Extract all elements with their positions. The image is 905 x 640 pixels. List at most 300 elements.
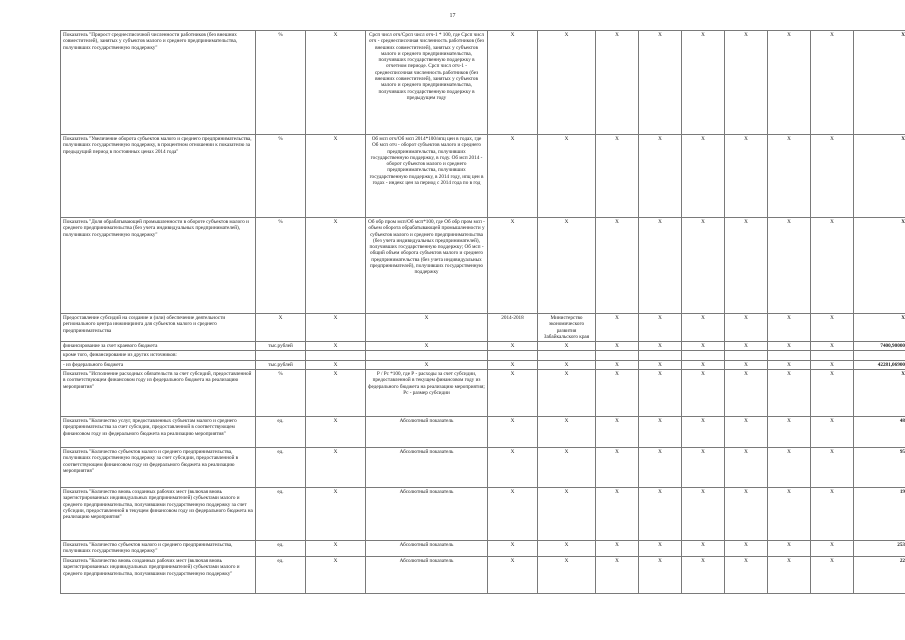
value-cell-4	[725, 314, 768, 342]
value-5: Х	[787, 361, 791, 368]
value-4: Х	[744, 315, 748, 321]
value-cell-2	[639, 541, 682, 557]
formula: Срсп числ отч/Срсп числ отч-1 * 100, где Срсп числ отч - среднесписочная численность работников (без внешних совместителей), занятых у субъектов малого и среднего предпринимательства, получивших государственную поддержку в отчетном периоде. Срсп числ отч-1 - среднесписочная численность работников (без внешних совместителей), занятых у субъектов малого и среднего предпринимательства, получивших государственную поддержку в предыдущем году	[369, 32, 484, 101]
table-row	[61, 448, 905, 488]
total-cell	[854, 314, 905, 342]
executor: Х	[564, 136, 569, 142]
value-cell-1	[596, 541, 639, 557]
value-cell-3	[682, 218, 725, 314]
total-value: Х	[901, 136, 905, 142]
total-value: 42281,06900	[877, 361, 905, 368]
value-4: Х	[744, 558, 748, 565]
period: Х	[510, 542, 515, 549]
period: Х	[510, 371, 515, 378]
value-4: Х	[744, 489, 748, 496]
value-3: Х	[701, 558, 705, 565]
period-cell	[488, 31, 538, 135]
column-3-cell	[306, 360, 366, 369]
indicator-name: - из федерального бюджета	[63, 361, 124, 368]
table-row	[61, 351, 905, 360]
executor: Х	[564, 32, 569, 38]
unit: ед.	[277, 489, 284, 496]
formula-cell	[366, 557, 488, 594]
indicator-name-cell	[61, 541, 256, 557]
value-cell-1	[596, 218, 639, 314]
value-cell-2	[639, 135, 682, 218]
value-1: Х	[615, 219, 619, 225]
unit-cell	[256, 218, 306, 314]
value-cell-5	[768, 448, 811, 488]
executor-cell	[538, 342, 596, 351]
value-3: Х	[701, 361, 705, 368]
value-cell-3	[682, 351, 725, 360]
value-cell-5	[768, 351, 811, 360]
value-4: Х	[744, 449, 748, 456]
value-5: Х	[787, 32, 791, 38]
executor: Х	[564, 219, 569, 225]
column-3-value: Х	[333, 371, 338, 378]
period-cell	[488, 314, 538, 342]
column-3-cell	[306, 31, 366, 135]
value-2: Х	[658, 32, 662, 38]
value-cell-5	[768, 370, 811, 417]
value-4: Х	[744, 361, 748, 368]
table-row	[61, 370, 905, 417]
formula: Абсолютный показатель	[399, 418, 454, 425]
value-cell-2	[639, 370, 682, 417]
value-cell-4	[725, 135, 768, 218]
total-cell	[854, 488, 905, 541]
indicator-name: Показатель "Увеличение оборота субъектов малого и среднего предпринимательства, получивших государственную поддержку, в процентном отношении к показателю за предыдущий период в постоянных ценах 2014 года"	[63, 136, 252, 155]
value-cell-2	[639, 314, 682, 342]
value-4: Х	[744, 136, 748, 142]
value-cell-6	[811, 541, 854, 557]
value-cell-6	[811, 342, 854, 351]
unit: %	[278, 371, 283, 378]
column-3-cell	[306, 448, 366, 488]
unit: ед.	[277, 558, 284, 565]
total-cell	[854, 448, 905, 488]
value-6: Х	[830, 32, 834, 38]
value-cell-4	[725, 488, 768, 541]
period: Х	[510, 558, 515, 565]
formula: Об обр пром мсп/Об мсп*100, где Об обр пром мсп - объем оборота обрабатывающей промышленности у субъектов малого и среднего предпринимательства (без учета индивидуальных предпринимателей), получивших государственную поддержку; Об мсп - общий объем оборота субъектов малого и среднего предпринимательства (без учета индивидуальных предпринимателей), получивших государственную поддержку	[368, 219, 485, 276]
column-3-value: Х	[333, 489, 338, 496]
value-1: Х	[615, 542, 619, 549]
column-3-value: Х	[333, 219, 338, 225]
value-6: Х	[830, 315, 834, 321]
column-3-cell	[306, 342, 366, 351]
unit: ед.	[277, 418, 284, 425]
value-2: Х	[658, 489, 662, 496]
period: Х	[510, 418, 515, 425]
indicator-name-cell	[61, 417, 256, 448]
total-value: 95	[899, 449, 905, 456]
formula: Об мсп отч/Об мсп 2014*100/ипц цен в годах, где Об мсп отч - оборот субъектов малого и среднего предпринимательства, получивших государственную поддержку, в году. Об мсп 2014 - оборот субъектов малого и среднего предпринимательства, получивших государственную поддержку, в 2014 году, ипц цен в годах - индекс цен за период с 2014 года по в год	[369, 136, 484, 187]
formula: Х	[424, 315, 429, 321]
executor-cell	[538, 370, 596, 417]
value-cell-3	[682, 370, 725, 417]
value-5: Х	[787, 315, 791, 321]
executor: Х	[564, 449, 569, 456]
column-3-value: Х	[333, 343, 338, 350]
value-6: Х	[830, 371, 834, 378]
indicator-name-cell	[61, 135, 256, 218]
value-cell-4	[725, 360, 768, 369]
total-cell	[854, 360, 905, 369]
value-6: Х	[830, 343, 834, 350]
executor: Х	[564, 489, 569, 496]
value-2: Х	[658, 361, 662, 368]
value-3: Х	[701, 449, 705, 456]
executor-cell	[538, 448, 596, 488]
period: Х	[510, 449, 515, 456]
executor: Х	[564, 371, 569, 378]
total-cell	[854, 135, 905, 218]
value-cell-3	[682, 360, 725, 369]
total-value: Х	[901, 315, 905, 321]
executor: Х	[564, 361, 569, 368]
indicator-name-cell	[61, 488, 256, 541]
value-4: Х	[744, 32, 748, 38]
indicator-name-cell	[61, 557, 256, 594]
formula-cell	[366, 360, 488, 369]
value-cell-1	[596, 351, 639, 360]
executor-cell	[538, 417, 596, 448]
value-1: Х	[615, 558, 619, 565]
value-3: Х	[701, 32, 705, 38]
formula: Х	[424, 343, 429, 350]
value-5: Х	[787, 219, 791, 225]
indicator-name: Показатель "Количество услуг, предоставленных субъектам малого и среднего предпринимательства за счет субсидии, предоставленной в соответствующем финансовом году из федерального бюджета на реализацию мероприятия"	[63, 418, 237, 437]
period: Х	[510, 361, 515, 368]
value-cell-1	[596, 135, 639, 218]
column-3-value: Х	[333, 418, 338, 425]
column-3-value: Х	[333, 136, 338, 142]
value-cell-1	[596, 488, 639, 541]
value-cell-1	[596, 448, 639, 488]
table-row	[61, 342, 905, 351]
formula: Абсолютный показатель	[399, 489, 454, 496]
indicator-name: Показатель "Количество субъектов малого и среднего предпринимательства, получивших государственную поддержку"	[63, 542, 233, 555]
value-6: Х	[830, 136, 834, 142]
value-1: Х	[615, 371, 619, 378]
value-6: Х	[830, 449, 834, 456]
value-6: Х	[830, 489, 834, 496]
indicator-name-cell	[61, 218, 256, 314]
value-1: Х	[615, 136, 619, 142]
formula-cell	[366, 342, 488, 351]
value-5: Х	[787, 449, 791, 456]
period-cell	[488, 360, 538, 369]
value-cell-6	[811, 417, 854, 448]
formula-cell	[366, 135, 488, 218]
value-cell-4	[725, 342, 768, 351]
total-value: Х	[901, 219, 905, 225]
value-4: Х	[744, 418, 748, 425]
value-cell-3	[682, 135, 725, 218]
indicator-name: Показатель "Исполнение расходных обязательств за счет субсидий, предоставленной в соответствующем финансовом году из федерального бюджета на реализацию мероприятия"	[63, 371, 252, 390]
value-3: Х	[701, 542, 705, 549]
indicator-name: Показатель "Количество вновь созданных рабочих мест (включая вновь зарегистрированных индивидуальных предпринимателей) субъектами малого и среднего предпринимательства, получившими государственную поддержку"	[63, 558, 240, 577]
value-cell-4	[725, 417, 768, 448]
total-cell	[854, 218, 905, 314]
column-3-value: Х	[333, 558, 338, 565]
value-cell-1	[596, 360, 639, 369]
total-cell	[854, 417, 905, 448]
value-cell-3	[682, 488, 725, 541]
executor-cell	[538, 218, 596, 314]
formula-cell	[366, 314, 488, 342]
period: Х	[510, 219, 515, 225]
value-5: Х	[787, 136, 791, 142]
value-2: Х	[658, 343, 662, 350]
value-cell-4	[725, 541, 768, 557]
value-6: Х	[830, 542, 834, 549]
column-3-value: Х	[333, 32, 338, 38]
value-6: Х	[830, 219, 834, 225]
value-cell-2	[639, 448, 682, 488]
executor-cell	[538, 541, 596, 557]
unit: %	[278, 32, 283, 38]
value-cell-6	[811, 218, 854, 314]
value-3: Х	[701, 418, 705, 425]
value-2: Х	[658, 558, 662, 565]
executor-cell	[538, 314, 596, 342]
column-3-value: Х	[333, 542, 338, 549]
value-1: Х	[615, 361, 619, 368]
value-cell-4	[725, 557, 768, 594]
value-cell-4	[725, 448, 768, 488]
value-cell-2	[639, 360, 682, 369]
table-row	[61, 488, 905, 541]
unit-cell	[256, 360, 306, 369]
indicator-name: кроме того, финансирование из других источников:	[63, 352, 177, 359]
value-2: Х	[658, 371, 662, 378]
formula: Абсолютный показатель	[399, 542, 454, 549]
total-value: 22	[899, 558, 905, 565]
executor-cell	[538, 360, 596, 369]
unit: ед.	[277, 542, 284, 549]
table-row	[61, 557, 905, 594]
value-cell-4	[725, 31, 768, 135]
value-1: Х	[615, 489, 619, 496]
value-cell-5	[768, 360, 811, 369]
table-row	[61, 360, 905, 369]
value-3: Х	[701, 219, 705, 225]
value-cell-6	[811, 488, 854, 541]
total-cell	[854, 342, 905, 351]
period-cell	[488, 135, 538, 218]
value-cell-3	[682, 342, 725, 351]
column-3-value: Х	[333, 361, 338, 368]
column-3-cell	[306, 488, 366, 541]
value-4: Х	[744, 343, 748, 350]
value-3: Х	[701, 136, 705, 142]
formula: Абсолютный показатель	[399, 449, 454, 456]
unit-cell	[256, 448, 306, 488]
column-3-cell	[306, 370, 366, 417]
unit-cell	[256, 342, 306, 351]
value-4: Х	[744, 219, 748, 225]
total-value: Х	[901, 371, 905, 378]
value-5: Х	[787, 489, 791, 496]
value-cell-6	[811, 370, 854, 417]
value-1: Х	[615, 418, 619, 425]
value-3: Х	[701, 371, 705, 378]
executor: Министерство экономического развития Забайкальского края	[543, 315, 590, 340]
column-3-cell	[306, 557, 366, 594]
total-value: Х	[901, 32, 905, 38]
value-cell-5	[768, 135, 811, 218]
unit: %	[278, 219, 283, 225]
value-1: Х	[615, 449, 619, 456]
formula-cell	[366, 351, 488, 360]
unit-cell	[256, 557, 306, 594]
value-cell-6	[811, 557, 854, 594]
formula-cell	[366, 31, 488, 135]
value-cell-5	[768, 31, 811, 135]
unit: тыс.рублей	[268, 343, 293, 350]
value-cell-5	[768, 218, 811, 314]
indicator-name: Предоставление субсидий на создание и (или) обеспечение деятельности регионального центра инжиниринга для субъектов малого и среднего предпринимательства	[63, 315, 226, 334]
column-3-cell	[306, 541, 366, 557]
indicator-name-cell	[61, 31, 256, 135]
total-cell	[854, 370, 905, 417]
table-row	[61, 417, 905, 448]
value-cell-5	[768, 557, 811, 594]
value-cell-2	[639, 557, 682, 594]
indicator-name: Показатель "Доля обрабатывающей промышленности в обороте субъектов малого и среднего предпринимательства (без учета индивидуальных предпринимателей), получивших государственную поддержку"	[63, 219, 249, 238]
value-cell-2	[639, 417, 682, 448]
total-cell	[854, 31, 905, 135]
period: Х	[510, 32, 515, 38]
value-6: Х	[830, 361, 834, 368]
period-cell	[488, 218, 538, 314]
value-cell-1	[596, 342, 639, 351]
value-4: Х	[744, 371, 748, 378]
value-cell-2	[639, 31, 682, 135]
value-cell-1	[596, 557, 639, 594]
value-2: Х	[658, 219, 662, 225]
total-value: 253	[897, 542, 905, 549]
formula-cell	[366, 370, 488, 417]
value-1: Х	[615, 315, 619, 321]
table-row	[61, 218, 905, 314]
executor-cell	[538, 351, 596, 360]
executor: Х	[564, 542, 569, 549]
value-cell-1	[596, 417, 639, 448]
period-cell	[488, 370, 538, 417]
indicator-name: финансирование за счет краевого бюджета	[63, 343, 158, 350]
value-cell-3	[682, 314, 725, 342]
table-row	[61, 31, 905, 135]
total-cell	[854, 351, 905, 360]
value-cell-5	[768, 417, 811, 448]
table-row	[61, 541, 905, 557]
executor-cell	[538, 31, 596, 135]
period-cell	[488, 541, 538, 557]
period-cell	[488, 557, 538, 594]
period: 2014-2018	[501, 315, 524, 321]
indicator-name: Показатель "Количество субъектов малого и среднего предпринимательства, получивших государственную поддержку за счет субсидии, предоставленной в соответствующем финансовом году из федерального бюджета на реализацию мероприятия"	[63, 449, 239, 474]
unit-cell	[256, 351, 306, 360]
value-cell-6	[811, 135, 854, 218]
value-2: Х	[658, 449, 662, 456]
period: Х	[510, 343, 515, 350]
column-3-value: Х	[333, 315, 338, 321]
value-cell-1	[596, 31, 639, 135]
formula-cell	[366, 218, 488, 314]
period-cell	[488, 417, 538, 448]
unit: %	[278, 136, 283, 142]
formula-cell	[366, 417, 488, 448]
indicator-name-cell	[61, 314, 256, 342]
value-cell-2	[639, 342, 682, 351]
table-row	[61, 135, 905, 218]
page-number: 17	[449, 13, 456, 19]
unit-cell	[256, 314, 306, 342]
value-cell-2	[639, 218, 682, 314]
executor: Х	[564, 418, 569, 425]
value-cell-4	[725, 351, 768, 360]
total-value: 48	[899, 418, 905, 425]
formula: Р / Рс *100, где Р - расходы за счет субсидии, предоставленной в текущем финансовом году из федерального бюджета на реализацию мероприятия; Рс - размер субсидии	[368, 371, 485, 396]
total-value: 19	[899, 489, 905, 496]
executor: Х	[564, 558, 569, 565]
column-3-cell	[306, 135, 366, 218]
value-cell-6	[811, 31, 854, 135]
value-3: Х	[701, 315, 705, 321]
column-3-cell	[306, 417, 366, 448]
unit: тыс.рублей	[268, 361, 293, 368]
unit-cell	[256, 370, 306, 417]
value-6: Х	[830, 558, 834, 565]
program-table	[60, 30, 905, 594]
formula-cell	[366, 448, 488, 488]
value-cell-5	[768, 541, 811, 557]
indicator-name: Показатель "Прирост среднесписочной численности работников (без внешних совместителей), занятых у субъектов малого и среднего предпринимательства, получивших государственную поддержку"	[63, 32, 238, 51]
unit: ед.	[277, 449, 284, 456]
value-5: Х	[787, 418, 791, 425]
column-3-cell	[306, 314, 366, 342]
value-3: Х	[701, 489, 705, 496]
value-2: Х	[658, 315, 662, 321]
value-cell-2	[639, 488, 682, 541]
period-cell	[488, 351, 538, 360]
value-5: Х	[787, 371, 791, 378]
indicator-name: Показатель "Количество вновь созданных рабочих мест (включая вновь зарегистрированных индивидуальных предпринимателей) субъектами малого и среднего предпринимательства, получившими государственную поддержку за счет субсидии, предоставленной в текущем финансовом году из федерального бюджета на реализацию мероприятия"	[63, 489, 253, 521]
executor-cell	[538, 557, 596, 594]
period-cell	[488, 488, 538, 541]
value-cell-4	[725, 218, 768, 314]
executor-cell	[538, 488, 596, 541]
value-6: Х	[830, 418, 834, 425]
value-1: Х	[615, 32, 619, 38]
value-cell-3	[682, 31, 725, 135]
value-2: Х	[658, 136, 662, 142]
unit-cell	[256, 488, 306, 541]
value-5: Х	[787, 558, 791, 565]
value-cell-1	[596, 370, 639, 417]
column-3-cell	[306, 218, 366, 314]
formula: Х	[424, 361, 429, 368]
value-5: Х	[787, 343, 791, 350]
value-2: Х	[658, 418, 662, 425]
formula-cell	[366, 488, 488, 541]
column-3-value: Х	[333, 449, 338, 456]
unit: Х	[278, 315, 283, 321]
